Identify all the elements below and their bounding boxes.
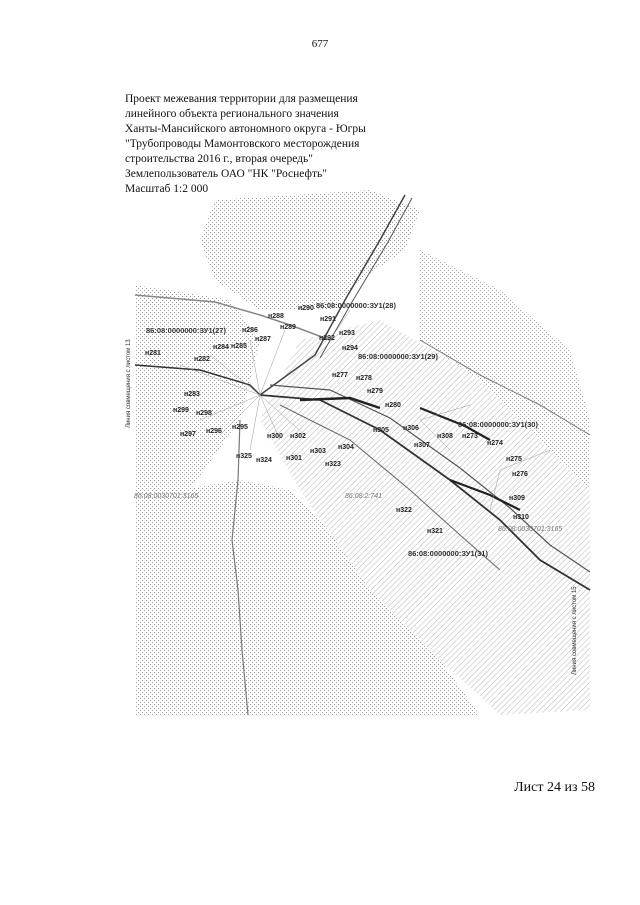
point-label: н277 (332, 372, 348, 379)
scale-label: Масштаб 1:2 000 (125, 183, 209, 195)
point-label: н295 (232, 424, 248, 431)
point-label: н304 (338, 444, 354, 451)
map-canvas (120, 190, 620, 730)
point-label: н284 (213, 344, 229, 351)
point-label: н274 (487, 440, 503, 447)
point-label: н289 (280, 324, 296, 331)
header-line: линейного объекта регионального значения (125, 108, 339, 120)
point-label: н324 (256, 457, 272, 464)
point-label: н276 (512, 471, 528, 478)
parcel-label: 86:08:0000000:ЗУ1(30) (458, 420, 538, 429)
point-label: н310 (513, 514, 529, 521)
point-label: н321 (427, 528, 443, 535)
header-line: Ханты-Мансийского автономного округа - Югры (125, 123, 366, 135)
point-label: н288 (268, 313, 284, 320)
point-label: н282 (194, 356, 210, 363)
point-label: н281 (145, 350, 161, 357)
point-label: н280 (385, 402, 401, 409)
point-label: н309 (509, 495, 525, 502)
point-label: н298 (196, 410, 212, 417)
point-label: н279 (367, 388, 383, 395)
point-label: н305 (373, 427, 389, 434)
header-line: Проект межевания территории для размещения (125, 93, 358, 105)
cadastral-label: 86:08:0030701:3165 (498, 526, 563, 533)
header-line: "Трубопроводы Мамонтовского месторождения (125, 138, 360, 150)
point-label: н293 (339, 330, 355, 337)
point-label: н292 (319, 335, 335, 342)
parcel-label: 86:08:0000000:ЗУ1(27) (146, 326, 226, 335)
point-label: н323 (325, 461, 341, 468)
point-label: н302 (290, 433, 306, 440)
survey-map (120, 190, 620, 730)
point-label: н303 (310, 448, 326, 455)
point-label: н307 (414, 442, 430, 449)
parcel-label: 86:08:0000000:ЗУ1(31) (408, 549, 488, 558)
match-line-label-left: Линия совмещения с листом 13 (126, 339, 132, 428)
point-label: н322 (396, 507, 412, 514)
point-label: н325 (236, 453, 252, 460)
point-label: н283 (184, 391, 200, 398)
stipple-area-north (200, 190, 420, 310)
point-label: н286 (242, 327, 258, 334)
point-label: н285 (231, 343, 247, 350)
header-line: строительства 2016 г., вторая очередь" (125, 153, 313, 165)
cadastral-label: 86:08:2:741 (345, 493, 382, 500)
point-label: н278 (356, 375, 372, 382)
parcel-label: 86:08:0000000:ЗУ1(29) (358, 352, 438, 361)
point-label: н296 (206, 428, 222, 435)
point-label: н301 (286, 455, 302, 462)
point-label: н300 (267, 433, 283, 440)
point-label: н297 (180, 431, 196, 438)
header-line: Землепользователь ОАО "НК "Роснефть" (125, 168, 327, 180)
point-label: н275 (506, 456, 522, 463)
point-label: н291 (320, 316, 336, 323)
parcel-label: 86:08:0000000:ЗУ1(28) (316, 301, 396, 310)
point-label: н273 (462, 433, 478, 440)
document-header (125, 92, 425, 197)
point-label: н299 (173, 407, 189, 414)
point-label: н290 (298, 305, 314, 312)
page-number: 677 (311, 38, 329, 50)
point-label: н308 (437, 433, 453, 440)
point-label: н294 (342, 345, 358, 352)
point-label: н306 (403, 425, 419, 432)
point-label: н287 (255, 336, 271, 343)
sheet-number: Лист 24 из 58 (514, 780, 595, 795)
cadastral-label: 86:08:0030701:3165 (134, 493, 199, 500)
match-line-label-right: Линия совмещения с листом 15 (572, 586, 578, 675)
